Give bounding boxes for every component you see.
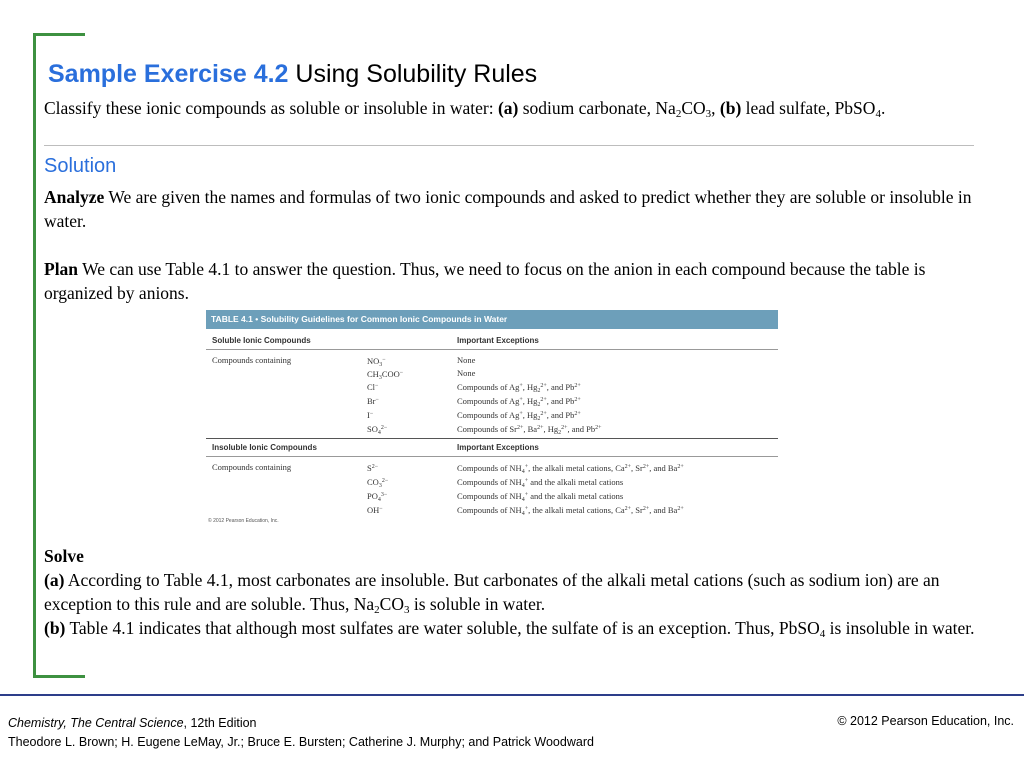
footer-citation [8,714,594,752]
table-cell: Compounds of Ag+, $Hg_2^{2+}$, and $Pb^{2+}$ [457,410,581,422]
table-cell: Compounds of Ag+, $Hg_2^{2+}$, and $Pb^{2+}$ [457,382,581,394]
table-rule [206,456,778,457]
table-cell: OH− [367,505,383,515]
problem-statement: Classify these ionic compounds as soluble or insoluble in water: (a) sodium carbonate, $Na_2CO_3$, (b) lead sulfate, PbSO$_4$. [44,98,886,120]
exercise-subtitle: Using Solubility Rules [295,60,538,88]
book-authors: Theodore L. Brown; H. Eugene LeMay, Jr.; Bruce E. Bursten; Catherine J. Murphy; and Patrick Woodward [8,735,594,749]
solubility-table-figure [206,310,778,530]
footer-rule [0,694,1024,696]
table-copyright: © 2012 Pearson Education, Inc. [208,518,279,524]
footer-copyright: © 2012 Pearson Education, Inc. [837,714,1014,728]
book-title: Chemistry, The Central Science [8,716,184,730]
table-cell: Compounds of $NH_4^+$ and the alkali metal cations [457,477,624,489]
analyze-paragraph: Analyze We are given the names and formulas of two ionic compounds and asked to predict whether they are soluble or insoluble in water. [44,187,972,231]
compounds-containing-label: Compounds containing [212,462,292,472]
divider [44,145,974,146]
table-rule [206,349,778,350]
compounds-containing-label: Compounds containing [212,355,292,365]
bracket-top [35,33,85,36]
table-cell: Br− [367,396,379,406]
table-cell: $CH_3COO^-$ [367,369,404,381]
table-rule [206,438,778,439]
insoluble-header: Insoluble Ionic Compounds [212,443,317,452]
table-cell: $NO_3^-$ [367,356,386,368]
table-cell: Compounds of $NH_4^+$, the alkali metal cations, $Ca^{2+}$, $Sr^{2+}$, and $Ba^{2+}$ [457,505,684,517]
table-cell: Compounds of $Sr^{2+}$, $Ba^{2+}$, $Hg_2^{2+}$, and $Pb^{2+}$ [457,424,602,436]
solve-paragraph: Solve (a) According to Table 4.1, most carbonates are insoluble. But carbonates of the alkali metal cations (such as sodium ion) are an exception to this rule and are soluble. Thus, $Na_2CO_3$ is soluble in water. (b) Table 4.1 indicates that although most sulfates are water soluble, the sulfate of is an exception. Thus, PbSO$_4$ is insoluble in water. [44,546,975,640]
solution-heading: Solution [44,155,117,177]
table-cell: Compounds of Ag+, $Hg_2^{2+}$, and $Pb^{2+}$ [457,396,581,408]
table-cell: I− [367,410,374,420]
exercise-label: Sample Exercise 4.2 [48,60,289,88]
slide-title [48,60,537,89]
soluble-header: Soluble Ionic Compounds [212,336,311,345]
table-cell: $S^{2-}$ [367,463,379,473]
table-cell: $PO_4^{3-}$ [367,491,388,503]
bracket-left [33,33,36,678]
table-cell: $CO_3^{2-}$ [367,477,389,489]
table-cell: Cl− [367,382,379,392]
table-cell: None [457,368,476,378]
book-edition: , 12th Edition [183,716,257,730]
table-cell: None [457,355,476,365]
exceptions-header: Important Exceptions [457,443,539,452]
table-title: TABLE 4.1 • Solubility Guidelines for Common Ionic Compounds in Water [206,310,778,329]
table-cell: $SO_4^{2-}$ [367,424,388,436]
table-cell: Compounds of $NH_4^+$ and the alkali metal cations [457,491,624,503]
plan-paragraph: Plan We can use Table 4.1 to answer the question. Thus, we need to focus on the anion in each compound because the table is organized by anions. [44,259,926,303]
table-cell: Compounds of $NH_4^+$, the alkali metal cations, $Ca^{2+}$, $Sr^{2+}$, and $Ba^{2+}$ [457,463,684,475]
bracket-bottom [33,675,85,678]
exceptions-header: Important Exceptions [457,336,539,345]
